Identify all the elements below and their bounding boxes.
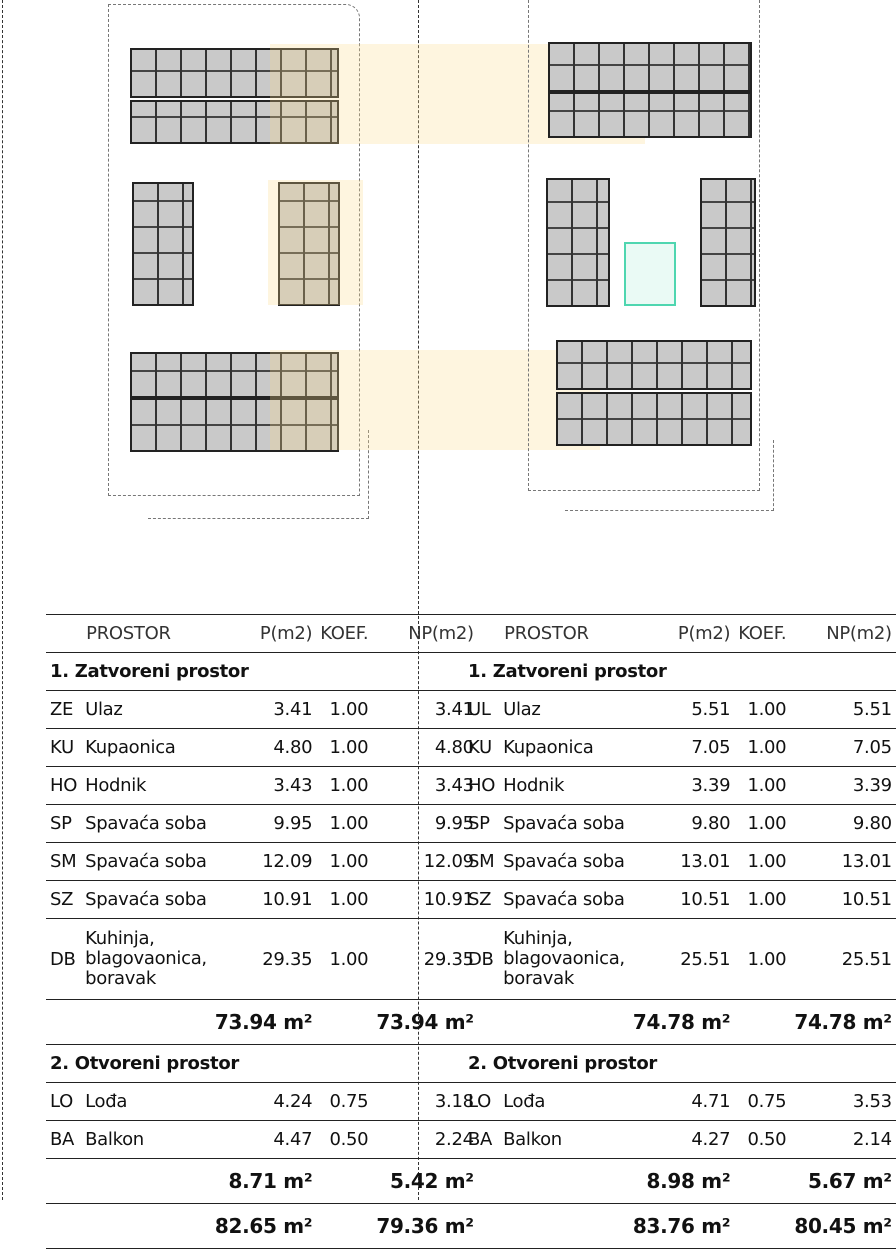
table-header xyxy=(464,615,896,653)
table-cell: 5.51 xyxy=(790,691,895,729)
table-row xyxy=(464,881,896,919)
table-cell: Spavaća soba xyxy=(499,805,629,843)
table-cell: 4.71 xyxy=(629,1083,734,1121)
table-row xyxy=(464,729,896,767)
table-cell: 1.00 xyxy=(316,767,372,805)
table-cell: 3.41 xyxy=(372,691,477,729)
table-cell: 3.41 xyxy=(211,691,316,729)
table-cell: 5.67 m² xyxy=(790,1159,895,1204)
table-cell: 0.75 xyxy=(734,1083,790,1121)
table-cell: 25.51 xyxy=(629,919,734,1000)
table-cell: 5.42 m² xyxy=(372,1159,477,1204)
table-row xyxy=(46,881,478,919)
table-cell: 1.00 xyxy=(734,919,790,1000)
table-cell: Balkon xyxy=(499,1121,629,1159)
table-cell: LO xyxy=(46,1083,81,1121)
table-cell: Kuhinja, blagovaonica, boravak xyxy=(81,919,211,1000)
table-cell: 9.95 xyxy=(211,805,316,843)
table-cell: 12.09 xyxy=(211,843,316,881)
header-koef: KOEF. xyxy=(734,615,790,653)
table-row xyxy=(464,1083,896,1121)
table-row xyxy=(46,729,478,767)
left-border xyxy=(2,0,3,1200)
table-cell: SZ xyxy=(46,881,81,919)
table-row xyxy=(46,1121,478,1159)
table-cell: 10.91 xyxy=(372,881,477,919)
table-cell: 73.94 m² xyxy=(372,1000,477,1045)
table-cell: DB xyxy=(46,919,81,1000)
subtotal-row xyxy=(464,1000,896,1045)
table-cell: 3.39 xyxy=(790,767,895,805)
table-cell: 1.00 xyxy=(316,843,372,881)
table-cell: 7.05 xyxy=(790,729,895,767)
table-cell: Kupaonica xyxy=(499,729,629,767)
table-row xyxy=(464,691,896,729)
header-np: NP(m2) xyxy=(372,615,477,653)
table-cell: 1.00 xyxy=(734,691,790,729)
table-cell: 79.36 m² xyxy=(372,1204,477,1249)
table-row xyxy=(46,843,478,881)
stairwell xyxy=(624,242,676,306)
table-cell: 1.00 xyxy=(316,729,372,767)
table-row xyxy=(46,919,478,1000)
table-cell: 1.00 xyxy=(734,843,790,881)
table-cell: SM xyxy=(464,843,499,881)
total-row xyxy=(46,1204,478,1249)
table-cell: HO xyxy=(464,767,499,805)
table-cell: KU xyxy=(46,729,81,767)
table-cell: UL xyxy=(464,691,499,729)
table-cell: Spavaća soba xyxy=(81,881,211,919)
table-cell: ZE xyxy=(46,691,81,729)
table-row xyxy=(464,767,896,805)
area-table-left xyxy=(46,614,478,1249)
table-cell: 5.51 xyxy=(629,691,734,729)
table-row xyxy=(464,919,896,1000)
subtotal-row xyxy=(46,1000,478,1045)
table-cell: 82.65 m² xyxy=(211,1204,316,1249)
table-cell: 3.18 xyxy=(372,1083,477,1121)
table-cell: 10.51 xyxy=(629,881,734,919)
table-cell: 83.76 m² xyxy=(629,1204,734,1249)
table-cell: HO xyxy=(46,767,81,805)
table-cell: 73.94 m² xyxy=(211,1000,316,1045)
subtotal-row xyxy=(464,1159,896,1204)
table-cell: 8.98 m² xyxy=(629,1159,734,1204)
table-cell: Spavaća soba xyxy=(81,805,211,843)
table-cell: 29.35 xyxy=(211,919,316,1000)
table-cell: 29.35 xyxy=(372,919,477,1000)
table-cell: 9.95 xyxy=(372,805,477,843)
table-cell: 13.01 xyxy=(629,843,734,881)
table-cell: 9.80 xyxy=(629,805,734,843)
table-cell: 8.71 m² xyxy=(211,1159,316,1204)
table-cell: SP xyxy=(464,805,499,843)
section-title: 2. Otvoreni prostor xyxy=(46,1045,478,1083)
table-cell: 1.00 xyxy=(734,881,790,919)
table-cell: 1.00 xyxy=(734,729,790,767)
table-cell: 4.80 xyxy=(372,729,477,767)
table-cell: 1.00 xyxy=(316,691,372,729)
table-cell: 4.24 xyxy=(211,1083,316,1121)
table-cell: 74.78 m² xyxy=(790,1000,895,1045)
table-row xyxy=(464,1121,896,1159)
table-cell: 4.47 xyxy=(211,1121,316,1159)
table-cell: Spavaća soba xyxy=(499,843,629,881)
table-cell: 4.27 xyxy=(629,1121,734,1159)
table-cell: Spavaća soba xyxy=(81,843,211,881)
area-table-right xyxy=(464,614,896,1249)
table-cell: KU xyxy=(464,729,499,767)
table-row xyxy=(46,1083,478,1121)
table-row xyxy=(464,805,896,843)
section-title: 2. Otvoreni prostor xyxy=(464,1045,896,1083)
table-cell: 1.00 xyxy=(316,805,372,843)
header-np: NP(m2) xyxy=(790,615,895,653)
table-row xyxy=(46,805,478,843)
table-cell: Hodnik xyxy=(499,767,629,805)
total-row xyxy=(464,1204,896,1249)
section-title: 1. Zatvoreni prostor xyxy=(464,653,896,691)
table-cell: 1.00 xyxy=(316,881,372,919)
table-cell: Ulaz xyxy=(81,691,211,729)
subtotal-row xyxy=(46,1159,478,1204)
table-cell: 10.91 xyxy=(211,881,316,919)
table-cell: 0.50 xyxy=(734,1121,790,1159)
table-cell: 74.78 m² xyxy=(629,1000,734,1045)
table-row xyxy=(46,767,478,805)
table-cell: 4.80 xyxy=(211,729,316,767)
table-header xyxy=(46,615,478,653)
table-cell: Balkon xyxy=(81,1121,211,1159)
table-row xyxy=(464,843,896,881)
table-cell: Kuhinja, blagovaonica, boravak xyxy=(499,919,629,1000)
table-cell: 25.51 xyxy=(790,919,895,1000)
table-cell: BA xyxy=(46,1121,81,1159)
table-cell: LO xyxy=(464,1083,499,1121)
table-cell: Hodnik xyxy=(81,767,211,805)
table-cell: 10.51 xyxy=(790,881,895,919)
table-cell: 3.43 xyxy=(211,767,316,805)
table-cell: 1.00 xyxy=(734,805,790,843)
table-cell: 3.43 xyxy=(372,767,477,805)
table-cell: Kupaonica xyxy=(81,729,211,767)
header-prostor: PROSTOR xyxy=(464,615,629,653)
table-cell: Lođa xyxy=(499,1083,629,1121)
table-cell: 2.24 xyxy=(372,1121,477,1159)
section-title: 1. Zatvoreni prostor xyxy=(46,653,478,691)
table-cell: DB xyxy=(464,919,499,1000)
header-koef: KOEF. xyxy=(316,615,372,653)
table-cell: 2.14 xyxy=(790,1121,895,1159)
table-cell: 12.09 xyxy=(372,843,477,881)
table-cell: 3.53 xyxy=(790,1083,895,1121)
table-cell: BA xyxy=(464,1121,499,1159)
table-cell: SM xyxy=(46,843,81,881)
table-cell: 0.75 xyxy=(316,1083,372,1121)
table-cell: Lođa xyxy=(81,1083,211,1121)
table-cell: SP xyxy=(46,805,81,843)
header-prostor: PROSTOR xyxy=(46,615,211,653)
table-cell: SZ xyxy=(464,881,499,919)
table-cell: Spavaća soba xyxy=(499,881,629,919)
header-p: P(m2) xyxy=(629,615,734,653)
table-cell: 0.50 xyxy=(316,1121,372,1159)
table-cell: 1.00 xyxy=(734,767,790,805)
table-cell: 1.00 xyxy=(316,919,372,1000)
table-row xyxy=(46,691,478,729)
table-cell: 7.05 xyxy=(629,729,734,767)
header-p: P(m2) xyxy=(211,615,316,653)
table-cell: 3.39 xyxy=(629,767,734,805)
table-cell: 13.01 xyxy=(790,843,895,881)
table-cell: 9.80 xyxy=(790,805,895,843)
table-cell: 80.45 m² xyxy=(790,1204,895,1249)
table-cell: Ulaz xyxy=(499,691,629,729)
